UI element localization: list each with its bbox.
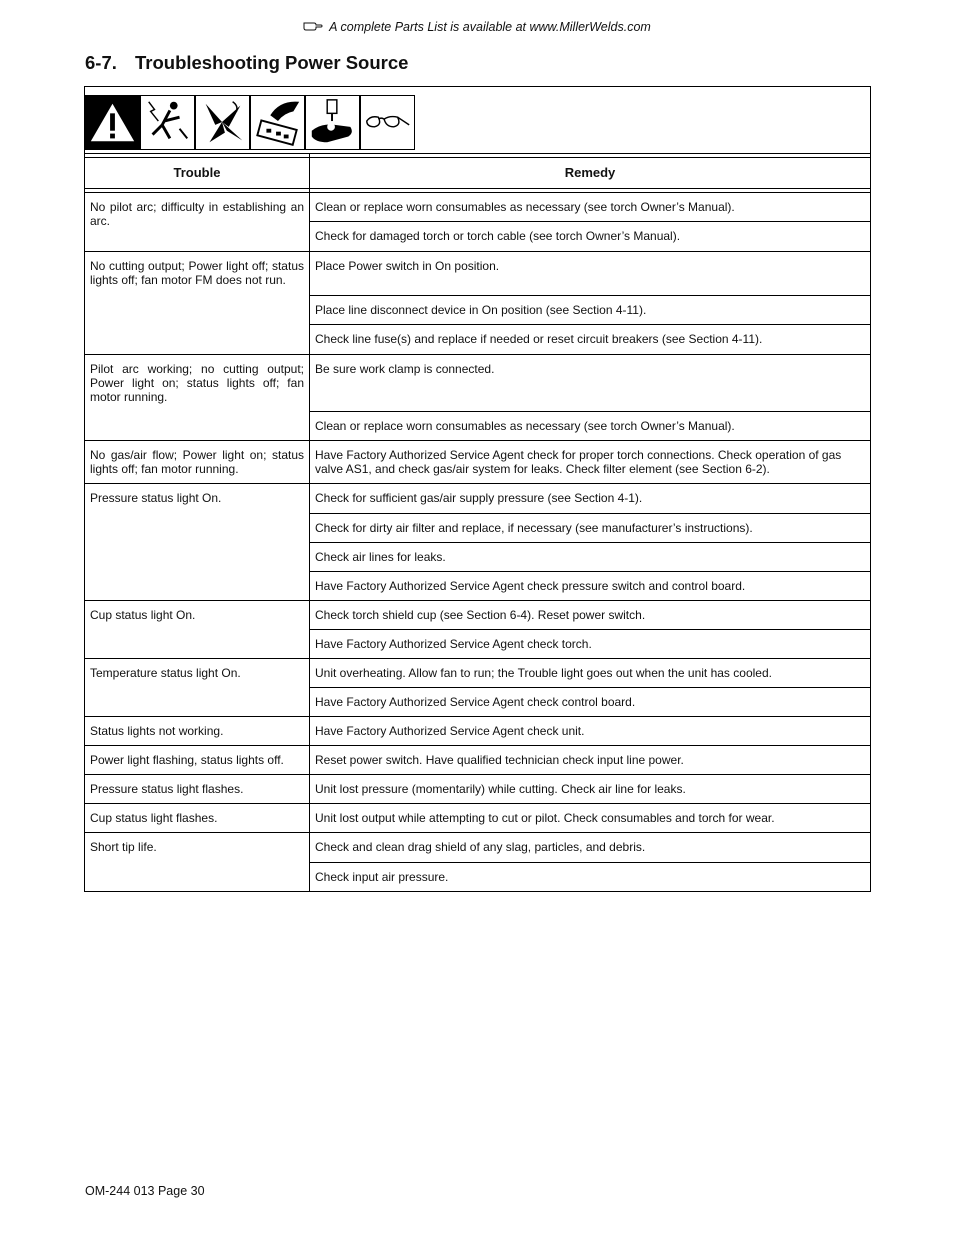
table-row bbox=[85, 659, 870, 688]
remedy-cell: Check air lines for leaks. bbox=[310, 543, 871, 572]
hot-parts-icon bbox=[305, 95, 360, 150]
remedy-cell: Have Factory Authorized Service Agent check control board. bbox=[310, 688, 871, 717]
remedy-cell: Have Factory Authorized Service Agent check for proper torch connections. Check operation of gas valve AS1, and check gas/air system for leaks. Check filter element (see Section 6-2). bbox=[310, 441, 871, 484]
table-row bbox=[85, 804, 870, 833]
electric-shock-icon bbox=[140, 95, 195, 150]
remedy-cell: Check input air pressure. bbox=[310, 863, 871, 892]
trouble-cell: Cup status light On. bbox=[85, 601, 310, 659]
table-row bbox=[85, 601, 870, 630]
section-heading bbox=[85, 52, 408, 74]
table-row bbox=[85, 252, 870, 296]
trouble-cell: Status lights not working. bbox=[85, 717, 310, 746]
remedy-cell: Check and clean drag shield of any slag, particles, and debris. bbox=[310, 833, 871, 863]
trouble-cell: Short tip life. bbox=[85, 833, 310, 892]
remedy-cell: Place line disconnect device in On position (see Section 4-11). bbox=[310, 296, 871, 325]
troubleshooting-frame bbox=[84, 86, 871, 892]
remedy-cell: Reset power switch. Have qualified technician check input line power. bbox=[310, 746, 871, 775]
static-electricity-icon bbox=[250, 95, 305, 150]
table-row bbox=[85, 484, 870, 514]
safety-icons-row bbox=[85, 87, 870, 154]
trouble-cell: No gas/air flow; Power light on; status lights off; fan motor running. bbox=[85, 441, 310, 484]
trouble-cell: No cutting output; Power light off; status lights off; fan motor FM does not run. bbox=[85, 252, 310, 355]
trouble-cell: No pilot arc; difficulty in establishing an arc. bbox=[85, 193, 310, 252]
section-title: Troubleshooting Power Source bbox=[135, 52, 409, 73]
trouble-cell: Pressure status light flashes. bbox=[85, 775, 310, 804]
remedy-column-header: Remedy bbox=[310, 158, 871, 189]
table-row bbox=[85, 717, 870, 746]
table-row bbox=[85, 775, 870, 804]
trouble-cell: Pressure status light On. bbox=[85, 484, 310, 601]
trouble-cell: Temperature status light On. bbox=[85, 659, 310, 717]
remedy-cell: Check for sufficient gas/air supply pressure (see Section 4-1). bbox=[310, 484, 871, 514]
remedy-cell: Have Factory Authorized Service Agent check pressure switch and control board. bbox=[310, 572, 871, 601]
remedy-cell: Check line fuse(s) and replace if needed or reset circuit breakers (see Section 4-11). bbox=[310, 325, 871, 355]
warning-triangle-icon bbox=[85, 95, 140, 150]
remedy-cell: Clean or replace worn consumables as necessary (see torch Owner’s Manual). bbox=[310, 412, 871, 441]
remedy-cell: Be sure work clamp is connected. bbox=[310, 355, 871, 412]
remedy-cell: Check torch shield cup (see Section 6-4). Reset power switch. bbox=[310, 601, 871, 630]
remedy-cell: Have Factory Authorized Service Agent check torch. bbox=[310, 630, 871, 659]
parts-list-note bbox=[0, 20, 954, 35]
section-number: 6-7. bbox=[85, 52, 117, 73]
remedy-cell: Unit lost pressure (momentarily) while cutting. Check air line for leaks. bbox=[310, 775, 871, 804]
safety-glasses-icon bbox=[360, 95, 415, 150]
remedy-cell: Unit lost output while attempting to cut or pilot. Check consumables and torch for wear. bbox=[310, 804, 871, 833]
trouble-cell: Cup status light flashes. bbox=[85, 804, 310, 833]
pointing-hand-icon bbox=[303, 20, 323, 35]
table-body bbox=[85, 193, 870, 892]
table-row bbox=[85, 193, 870, 222]
table-row bbox=[85, 441, 870, 484]
moving-parts-icon bbox=[195, 95, 250, 150]
page-footer: OM-244 013 Page 30 bbox=[85, 1184, 205, 1198]
table-row bbox=[85, 746, 870, 775]
table-row bbox=[85, 833, 870, 863]
trouble-cell: Pilot arc working; no cutting output; Power light on; status lights off; fan motor running. bbox=[85, 355, 310, 441]
parts-list-text: A complete Parts List is available at www.MillerWelds.com bbox=[329, 20, 651, 34]
remedy-cell: Have Factory Authorized Service Agent check unit. bbox=[310, 717, 871, 746]
remedy-cell: Check for damaged torch or torch cable (see torch Owner’s Manual). bbox=[310, 222, 871, 252]
table-row bbox=[85, 355, 870, 412]
remedy-cell: Clean or replace worn consumables as necessary (see torch Owner’s Manual). bbox=[310, 193, 871, 222]
remedy-cell: Unit overheating. Allow fan to run; the Trouble light goes out when the unit has cooled. bbox=[310, 659, 871, 688]
trouble-column-header: Trouble bbox=[85, 158, 310, 189]
remedy-cell: Check for dirty air filter and replace, if necessary (see manufacturer’s instructions). bbox=[310, 514, 871, 543]
table-header-row bbox=[85, 158, 870, 189]
trouble-cell: Power light flashing, status lights off. bbox=[85, 746, 310, 775]
troubleshooting-table bbox=[85, 154, 870, 891]
remedy-cell: Place Power switch in On position. bbox=[310, 252, 871, 296]
